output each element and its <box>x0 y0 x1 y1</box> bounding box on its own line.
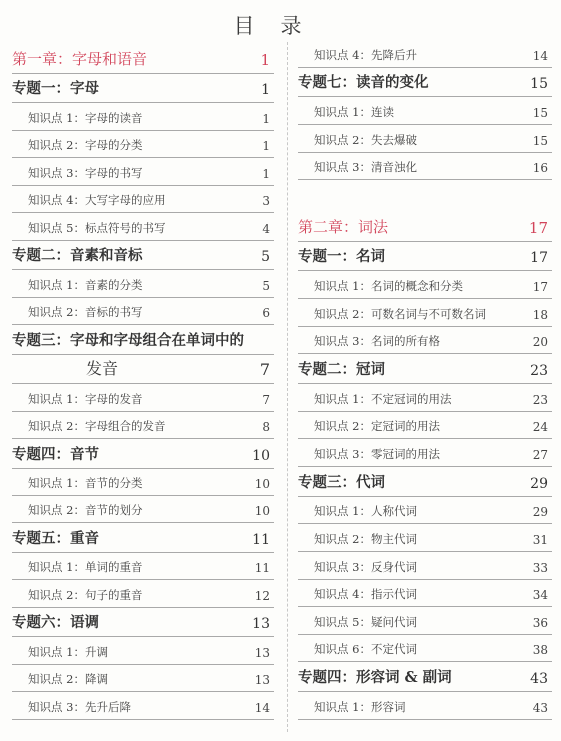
toc-entry-title: 知识点 6：不定代词 <box>314 642 417 657</box>
toc-point-row[interactable] <box>12 186 274 213</box>
toc-topic-line2-row[interactable] <box>12 355 274 385</box>
toc-point-row[interactable] <box>298 153 552 181</box>
toc-point-row[interactable] <box>298 271 552 299</box>
toc-entry-title: 知识点 3：字母的书写 <box>28 165 143 180</box>
toc-point-row[interactable] <box>12 158 274 185</box>
toc-page-number: 1 <box>260 50 270 69</box>
toc-topic-row[interactable] <box>298 68 552 98</box>
toc-entry-title: 专题二：冠词 <box>298 360 385 378</box>
toc-topic-row[interactable] <box>12 608 274 638</box>
toc-point-row[interactable] <box>298 692 552 720</box>
toc-page-number: 31 <box>532 532 548 547</box>
toc-entry-title: 知识点 1：音节的分类 <box>28 476 143 490</box>
toc-page-number: 38 <box>532 643 548 658</box>
toc-chapter-row[interactable] <box>12 40 274 74</box>
toc-topic-row[interactable] <box>12 241 274 271</box>
toc-topic-row[interactable] <box>12 439 274 469</box>
toc-page-number: 1 <box>262 166 270 181</box>
toc-page-number: 24 <box>532 420 548 435</box>
toc-page-number: 1 <box>262 139 270 154</box>
toc-right-column <box>298 40 552 720</box>
toc-entry-title: 知识点 1：名词的概念和分类 <box>314 279 463 294</box>
toc-page-number: 11 <box>254 561 270 576</box>
toc-entry-title: 知识点 1：字母的发音 <box>28 391 143 406</box>
toc-point-row[interactable] <box>12 665 274 692</box>
toc-point-row[interactable] <box>12 553 274 580</box>
toc-page-number: 7 <box>259 360 270 380</box>
toc-entry-title: 第一章：字母和语音 <box>12 49 148 68</box>
toc-point-row[interactable] <box>12 496 274 523</box>
toc-entry-title: 知识点 3：先升后降 <box>28 699 131 714</box>
toc-entry-title: 知识点 3：反身代词 <box>314 559 417 574</box>
toc-entry-title: 专题一：名词 <box>298 248 385 266</box>
toc-page-number: 15 <box>530 76 548 93</box>
toc-entry-title: 知识点 1：单词的重音 <box>28 560 143 575</box>
toc-point-row[interactable] <box>12 580 274 607</box>
toc-topic-row[interactable] <box>298 662 552 692</box>
toc-topic-row[interactable] <box>12 74 274 104</box>
toc-entry-title: 知识点 1：形容词 <box>314 699 406 714</box>
toc-entry-title: 知识点 1：连读 <box>314 104 394 119</box>
toc-entry-title: 知识点 2：字母组合的发音 <box>28 419 166 433</box>
toc-topic-row[interactable] <box>298 242 552 272</box>
toc-point-row[interactable] <box>12 469 274 496</box>
toc-topic-row[interactable] <box>12 325 274 355</box>
toc-point-row[interactable] <box>12 692 274 719</box>
toc-point-row[interactable] <box>298 552 552 580</box>
toc-topic-row[interactable] <box>298 467 552 497</box>
toc-point-row[interactable] <box>12 412 274 439</box>
toc-page-number: 15 <box>532 105 548 120</box>
toc-page-number: 6 <box>262 306 270 320</box>
toc-entry-title: 知识点 2：字母的分类 <box>28 138 143 153</box>
toc-entry-title: 发音 <box>86 359 119 379</box>
toc-entry-title: 专题四：音节 <box>12 445 99 463</box>
toc-point-row[interactable] <box>298 40 552 68</box>
toc-blank-row <box>298 180 552 208</box>
toc-point-row[interactable] <box>298 635 552 663</box>
toc-entry-title: 知识点 2：定冠词的用法 <box>314 419 440 434</box>
toc-point-row[interactable] <box>12 103 274 130</box>
toc-page-number: 14 <box>532 48 548 63</box>
toc-point-row[interactable] <box>12 270 274 297</box>
toc-point-row[interactable] <box>12 637 274 664</box>
toc-page-number: 23 <box>530 362 548 379</box>
toc-entry-title: 知识点 1：音素的分类 <box>28 277 143 292</box>
toc-page-number: 4 <box>262 221 270 236</box>
toc-page-number: 16 <box>532 161 548 176</box>
toc-page-number: 18 <box>532 307 548 322</box>
toc-entry-title: 专题二：音素和音标 <box>12 247 143 265</box>
toc-point-row[interactable] <box>298 607 552 635</box>
toc-entry-title: 专题六：语调 <box>12 614 99 632</box>
toc-point-row[interactable] <box>298 299 552 327</box>
toc-page-number: 3 <box>262 194 270 209</box>
toc-entry-title: 知识点 2：音标的书写 <box>28 305 143 319</box>
toc-page-number: 36 <box>532 615 548 630</box>
toc-page-number: 5 <box>261 249 270 266</box>
toc-left-column <box>12 40 274 720</box>
toc-point-row[interactable] <box>298 125 552 153</box>
toc-point-row[interactable] <box>12 213 274 240</box>
toc-entry-title: 知识点 1：不定冠词的用法 <box>314 391 452 406</box>
toc-page-number: 43 <box>530 671 548 688</box>
toc-entry-title: 知识点 5：标点符号的书写 <box>28 220 166 235</box>
toc-entry-title: 知识点 1：升调 <box>28 644 108 659</box>
toc-page-number: 13 <box>254 645 270 660</box>
toc-entry-title: 知识点 3：名词的所有格 <box>314 334 440 349</box>
toc-entry-title: 知识点 2：可数名词与不可数名词 <box>314 306 486 321</box>
toc-entry-title: 知识点 4：先降后升 <box>314 47 417 62</box>
toc-page-number: 33 <box>532 560 548 575</box>
toc-entry-title: 知识点 1：字母的读音 <box>28 110 143 125</box>
toc-page-number: 17 <box>530 250 548 267</box>
toc-page-number: 5 <box>262 278 270 293</box>
toc-page-number: 10 <box>252 447 270 464</box>
toc-page-number: 27 <box>532 447 548 462</box>
toc-point-row[interactable] <box>298 524 552 552</box>
toc-page-number: 14 <box>254 700 270 715</box>
toc-page-number: 8 <box>262 420 270 434</box>
toc-entry-title: 第二章：词法 <box>298 217 389 236</box>
toc-entry-title: 专题五：重音 <box>12 530 99 547</box>
toc-entry-title: 知识点 4：大写字母的应用 <box>28 193 166 208</box>
toc-entry-title: 专题四：形容词 & 副词 <box>298 669 452 687</box>
toc-page-number: 12 <box>254 588 270 603</box>
toc-page-number: 10 <box>254 504 270 519</box>
toc-point-row[interactable] <box>298 327 552 355</box>
toc-topic-row[interactable] <box>298 354 552 384</box>
toc-entry-title: 知识点 3：清音浊化 <box>314 160 417 175</box>
toc-point-row[interactable] <box>298 97 552 125</box>
toc-entry-title: 知识点 2：物主代词 <box>314 531 417 546</box>
toc-page-number: 29 <box>530 475 548 492</box>
page-title: 目录 <box>233 14 328 38</box>
toc-point-row[interactable] <box>298 412 552 440</box>
toc-entry-title: 专题三：字母和字母组合在单词中的 <box>12 331 244 349</box>
toc-entry-title: 知识点 5：疑问代词 <box>314 614 417 629</box>
toc-entry-title: 知识点 2：失去爆破 <box>314 132 417 147</box>
toc-page-number: 13 <box>252 616 270 633</box>
toc-entry-title: 知识点 2：降调 <box>28 672 108 687</box>
toc-page-number: 20 <box>532 335 548 350</box>
toc-entry-title: 知识点 2：音节的划分 <box>28 503 143 518</box>
toc-topic-row[interactable] <box>12 523 274 553</box>
toc-page-number: 23 <box>532 392 548 407</box>
toc-entry-title: 知识点 2：句子的重音 <box>28 587 143 602</box>
toc-page-number: 17 <box>528 218 548 237</box>
toc-chapter-row[interactable] <box>298 208 552 242</box>
toc-page-number: 1 <box>262 111 270 126</box>
toc-entry-title: 知识点 3：零冠词的用法 <box>314 446 440 461</box>
toc-point-row[interactable] <box>298 384 552 412</box>
toc-point-row[interactable] <box>298 580 552 608</box>
toc-entry-title: 专题一：字母 <box>12 80 99 98</box>
column-divider <box>287 42 288 732</box>
toc-entry-title: 专题七：读音的变化 <box>298 74 429 92</box>
toc-page-number: 13 <box>254 673 270 688</box>
toc-page-number: 17 <box>532 280 548 295</box>
toc-entry-title: 专题三：代词 <box>298 473 385 491</box>
toc-point-row[interactable] <box>12 384 274 411</box>
toc-page-number: 7 <box>262 392 270 407</box>
toc-point-row[interactable] <box>298 439 552 467</box>
toc-entry-title: 知识点 4：指示代词 <box>314 587 417 602</box>
toc-page-number: 10 <box>254 477 270 491</box>
toc-point-row[interactable] <box>298 497 552 525</box>
toc-page-number: 11 <box>252 532 270 548</box>
toc-page-number: 15 <box>532 133 548 148</box>
toc-page-number: 29 <box>532 505 548 520</box>
toc-entry-title: 知识点 1：人称代词 <box>314 504 417 519</box>
toc-point-row[interactable] <box>12 298 274 325</box>
toc-point-row[interactable] <box>12 131 274 158</box>
toc-page-number: 43 <box>532 700 548 715</box>
toc-page-number: 34 <box>532 588 548 603</box>
toc-page-number: 1 <box>261 82 270 99</box>
